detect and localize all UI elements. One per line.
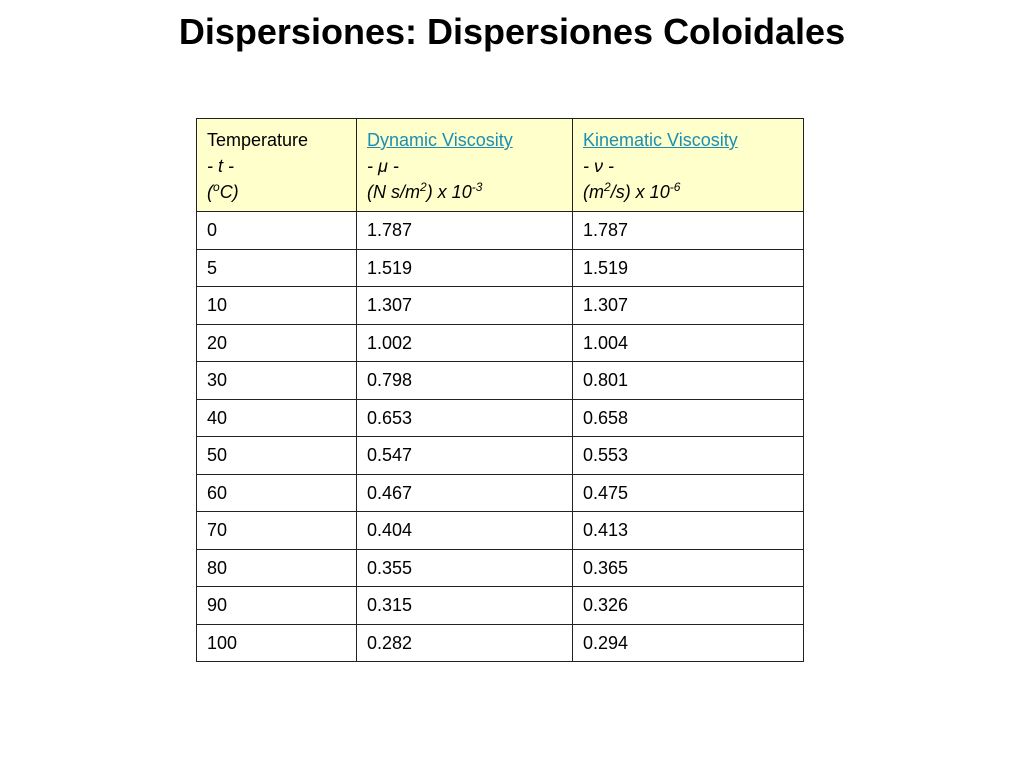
table-row [197,587,804,625]
header-kinematic-viscosity [573,119,804,212]
table-row [197,324,804,362]
cell-dynamic-viscosity: 0.547 [357,437,573,475]
cell-temperature: 5 [197,249,357,287]
cell-dynamic-viscosity: 0.315 [357,587,573,625]
table-row [197,362,804,400]
dynamic-viscosity-link[interactable]: Dynamic Viscosity [367,130,513,150]
cell-kinematic-viscosity: 0.326 [573,587,804,625]
header-temperature [197,119,357,212]
cell-kinematic-viscosity: 0.801 [573,362,804,400]
header-kinematic-viscosity-symbol: - ν - [583,156,614,176]
cell-temperature: 10 [197,287,357,325]
table-row [197,249,804,287]
cell-dynamic-viscosity: 1.787 [357,212,573,250]
cell-temperature: 100 [197,624,357,662]
cell-kinematic-viscosity: 1.004 [573,324,804,362]
cell-kinematic-viscosity: 1.519 [573,249,804,287]
cell-kinematic-viscosity: 0.553 [573,437,804,475]
table-row [197,399,804,437]
cell-kinematic-viscosity: 0.365 [573,549,804,587]
cell-temperature: 60 [197,474,357,512]
header-kinematic-viscosity-unit: $(m^2/s)$ x $10^{-6}$ [583,180,681,202]
header-dynamic-viscosity-unit: (N $s/m^2$) x $10^{-3}$ [367,180,483,202]
cell-dynamic-viscosity: 0.282 [357,624,573,662]
cell-temperature: 40 [197,399,357,437]
cell-kinematic-viscosity: 0.658 [573,399,804,437]
table-row [197,549,804,587]
cell-dynamic-viscosity: 0.404 [357,512,573,550]
cell-dynamic-viscosity: 1.307 [357,287,573,325]
table-row [197,212,804,250]
cell-temperature: 90 [197,587,357,625]
cell-dynamic-viscosity: 0.467 [357,474,573,512]
header-temperature-label: Temperature [207,130,309,150]
table-row [197,512,804,550]
cell-temperature: 20 [197,324,357,362]
cell-temperature: 80 [197,549,357,587]
cell-temperature: 0 [197,212,357,250]
cell-kinematic-viscosity: 0.475 [573,474,804,512]
cell-temperature: 50 [197,437,357,475]
table-row [197,287,804,325]
cell-dynamic-viscosity: 1.002 [357,324,573,362]
cell-dynamic-viscosity: 0.355 [357,549,573,587]
kinematic-viscosity-link[interactable]: Kinematic Viscosity [583,130,738,150]
cell-dynamic-viscosity: 0.798 [357,362,573,400]
cell-kinematic-viscosity: 0.413 [573,512,804,550]
table-row [197,437,804,475]
cell-temperature: 30 [197,362,357,400]
cell-kinematic-viscosity: 1.307 [573,287,804,325]
page-title: Dispersiones: Dispersiones Coloidales [178,11,846,52]
cell-dynamic-viscosity: 1.519 [357,249,573,287]
table-row [197,474,804,512]
header-dynamic-viscosity [357,119,573,212]
header-temperature-unit: ($^o$C) [207,180,239,202]
table-header-row [197,119,804,212]
header-temperature-symbol: - t - [207,156,234,176]
table-row [197,624,804,662]
cell-kinematic-viscosity: 0.294 [573,624,804,662]
header-dynamic-viscosity-symbol: - μ - [367,156,399,176]
cell-kinematic-viscosity: 1.787 [573,212,804,250]
cell-temperature: 70 [197,512,357,550]
cell-dynamic-viscosity: 0.653 [357,399,573,437]
viscosity-table [196,118,804,662]
